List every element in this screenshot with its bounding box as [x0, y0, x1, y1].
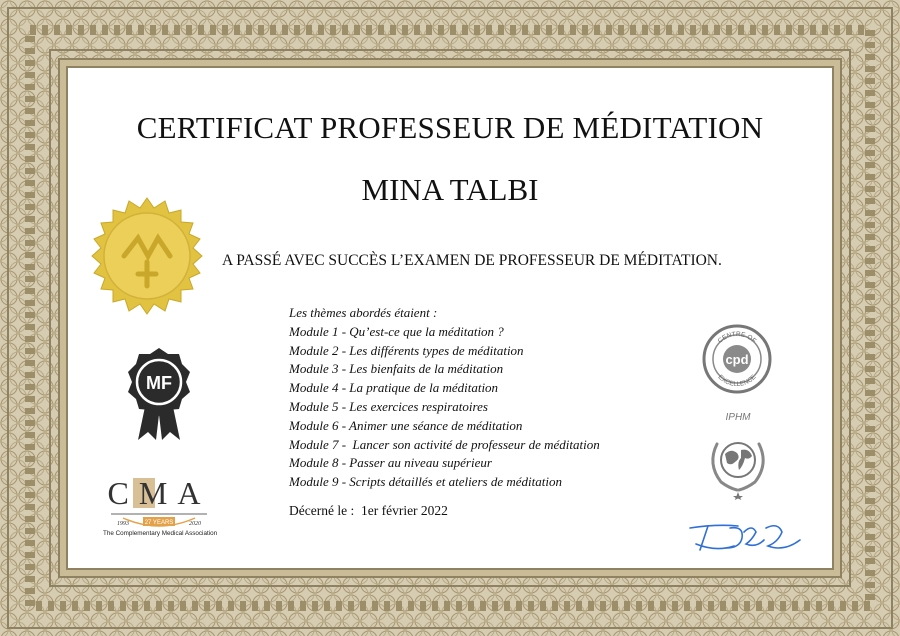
gold-seal-icon: [86, 196, 208, 318]
mf-badge-icon: [124, 346, 194, 442]
svg-text:1993: 1993: [117, 521, 129, 527]
svg-text:CENTRE OF: CENTRE OF: [716, 330, 758, 345]
svg-text:cpd: cpd: [725, 352, 749, 367]
cpd-logo-icon: [702, 324, 772, 394]
awarded-date: 1er février 2022: [360, 503, 448, 518]
signature: [686, 518, 806, 558]
certificate-title: CERTIFICAT PROFESSEUR DE MÉDITATION: [136, 110, 764, 145]
cma-letters: CMA: [107, 475, 211, 511]
topics-list: [289, 304, 689, 492]
svg-text:27 YEARS: 27 YEARS: [144, 520, 174, 526]
module-item: Module 5 - Les exercices respiratoires: [289, 398, 488, 414]
module-item: Module 9 - Scripts détaillés et ateliers de méditation: [289, 474, 562, 490]
achievement-statement: A PASSÉ AVEC SUCCÈS L’EXAMEN DE PROFESSEUR DE MÉDITATION.: [222, 252, 722, 269]
svg-text:EXCELLENCE: EXCELLENCE: [716, 373, 758, 389]
module-item: Module 8 - Passer au niveau supérieur: [289, 455, 492, 471]
module-item: Module 6 - Animer une séance de méditation: [289, 417, 523, 433]
module-item: Module 3 - Les bienfaits de la méditation: [289, 361, 504, 377]
cma-caption: The Complementary Medical Association: [103, 530, 218, 537]
svg-text:IPHM: IPHM: [725, 412, 751, 423]
awarded-date-line: [289, 503, 448, 519]
recipient-name: MINA TALBI: [361, 172, 539, 207]
topics-heading: Les thèmes abordés étaient :: [289, 305, 438, 320]
iphm-logo-icon: [697, 408, 779, 500]
awarded-label: Décerné le :: [289, 503, 355, 518]
mf-letters: MF: [146, 373, 172, 393]
module-item: Module 7 - Lancer son activité de professeur de méditation: [289, 436, 600, 452]
module-item: Module 1 - Qu’est-ce que la méditation ?: [289, 323, 504, 339]
svg-text:2020: 2020: [189, 521, 201, 527]
module-item: Module 2 - Les différents types de méditation: [289, 342, 524, 358]
module-item: Module 4 - La pratique de la méditation: [289, 380, 499, 396]
